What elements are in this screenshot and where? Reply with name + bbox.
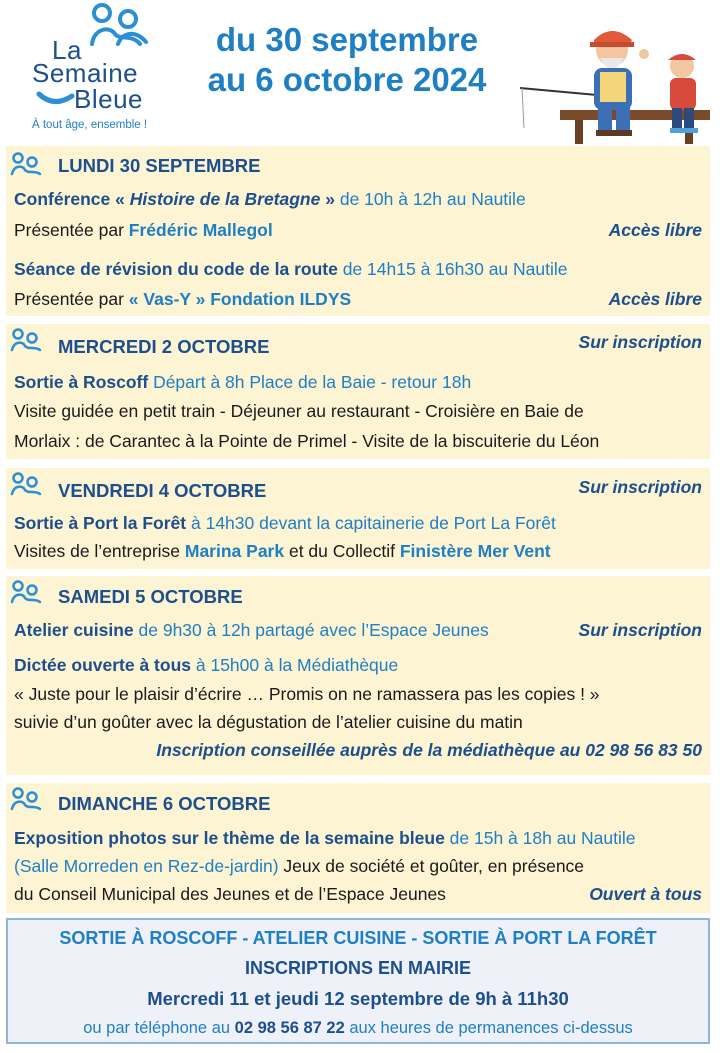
registration-badge: Sur inscription bbox=[578, 620, 702, 640]
event-details: Départ à 8h Place de la Baie - retour 18h bbox=[148, 372, 472, 392]
event-description-line: du Conseil Municipal des Jeunes et de l’Espace Jeunes bbox=[14, 884, 446, 904]
registration-badge: Sur inscription bbox=[578, 477, 702, 497]
event-code-route bbox=[14, 259, 702, 280]
event-description: Jeux de société et goûter, en présence bbox=[278, 856, 585, 876]
day-title: LUNDI 30 SEPTEMBRE bbox=[58, 155, 261, 176]
section-samedi bbox=[6, 576, 710, 775]
event-description-line: Morlaix : de Carantec à la Pointe de Primel - Visite de la biscuiterie du Léon bbox=[14, 431, 600, 451]
event-details: de 14h15 à 16h30 au Nautile bbox=[337, 259, 568, 279]
presented-by-label: Présentée par bbox=[14, 289, 129, 309]
event-details: à 15h00 à la Médiathèque bbox=[191, 655, 399, 675]
smile-logo-icon bbox=[36, 90, 76, 108]
event-title: Atelier cuisine bbox=[14, 620, 134, 640]
day-title: VENDREDI 4 OCTOBRE bbox=[58, 480, 267, 501]
event-port-la-foret bbox=[14, 513, 702, 534]
access-badge: Accès libre bbox=[608, 220, 702, 240]
event-exposition bbox=[14, 828, 702, 849]
day-title: DIMANCHE 6 OCTOBRE bbox=[58, 793, 271, 814]
visits-text: Visites de l’entreprise bbox=[14, 541, 185, 561]
event-title: Conférence « bbox=[14, 189, 130, 209]
people-icon bbox=[10, 152, 44, 176]
event-details: de 15h à 18h au Nautile bbox=[444, 828, 636, 848]
dates-line-2: au 6 octobre 2024 bbox=[207, 61, 487, 98]
event-title: Sortie à Port la Forêt bbox=[14, 513, 187, 533]
event-roscoff bbox=[14, 372, 702, 393]
event-title: Dictée ouverte à tous bbox=[14, 655, 191, 675]
day-title: SAMEDI 5 OCTOBRE bbox=[58, 586, 243, 607]
people-logo-icon bbox=[88, 2, 152, 48]
event-description-line: suivie d’un goûter avec la dégustation de l’atelier cuisine du matin bbox=[14, 712, 523, 732]
event-details: de 9h30 à 12h partagé avec l’Espace Jeunes bbox=[133, 620, 489, 640]
event-description-line: Visite guidée en petit train - Déjeuner au restaurant - Croisière en Baie de bbox=[14, 401, 584, 421]
event-dates bbox=[182, 20, 512, 100]
footer-registrations: INSCRIPTIONS EN MAIRIE bbox=[244, 958, 472, 978]
section-lundi bbox=[6, 146, 710, 316]
event-title-end: » bbox=[320, 189, 335, 209]
presenter-name: « Vas-Y » Fondation ILDYS bbox=[128, 289, 352, 309]
footer-outings: SORTIE À ROSCOFF - ATELIER CUISINE - SORTIE À PORT LA FORÊT bbox=[59, 928, 657, 948]
footer-phone-line bbox=[8, 1019, 708, 1038]
event-dictee bbox=[14, 655, 702, 676]
event-title-italic: Histoire de la Bretagne bbox=[129, 189, 321, 209]
phone-suffix: aux heures de permanences ci-dessus bbox=[344, 1019, 633, 1037]
semaine-bleue-logo bbox=[30, 0, 180, 140]
fishing-grandpa-illustration bbox=[520, 10, 715, 145]
people-icon bbox=[10, 328, 44, 352]
event-details: à 14h30 devant la capitainerie de Port La Forêt bbox=[186, 513, 556, 533]
company-name: Marina Park bbox=[184, 541, 285, 561]
footer-dates: Mercredi 11 et jeudi 12 septembre de 9h à 11h30 bbox=[147, 988, 569, 1009]
event-quote: « Juste pour le plaisir d’écrire … Promis on ne ramassera pas les copies ! » bbox=[14, 684, 600, 704]
event-presenter-row bbox=[14, 289, 702, 310]
logo-text-la: La bbox=[52, 35, 82, 65]
presenter-name: Frédéric Mallegol bbox=[128, 220, 273, 240]
event-title: Séance de révision du code de la route bbox=[14, 259, 338, 279]
event-presenter-row bbox=[14, 220, 702, 241]
day-title: MERCREDI 2 OCTOBRE bbox=[58, 336, 270, 357]
collective-name: Finistère Mer Vent bbox=[399, 541, 551, 561]
section-dimanche bbox=[6, 783, 710, 913]
section-vendredi bbox=[6, 468, 710, 569]
event-location: (Salle Morreden en Rez-de-jardin) bbox=[14, 856, 279, 876]
event-details: de 10h à 12h au Nautile bbox=[334, 189, 526, 209]
logo-tagline: À tout âge, ensemble ! bbox=[32, 119, 148, 131]
presented-by-label: Présentée par bbox=[14, 220, 129, 240]
event-location-line bbox=[14, 856, 702, 877]
event-title: Exposition photos sur le thème de la semaine bleue bbox=[14, 828, 445, 848]
header bbox=[0, 0, 720, 142]
people-icon bbox=[10, 472, 44, 496]
registration-footer bbox=[6, 918, 710, 1044]
event-visits bbox=[14, 541, 702, 562]
dates-line-1: du 30 septembre bbox=[215, 21, 479, 58]
people-icon bbox=[10, 787, 44, 811]
event-conference bbox=[14, 189, 702, 210]
logo-text-bleue: Bleue bbox=[74, 84, 143, 114]
access-badge: Ouvert à tous bbox=[589, 884, 702, 904]
logo-text-semaine: Semaine bbox=[32, 58, 139, 88]
registration-note: Inscription conseillée auprès de la médiathèque au 02 98 56 83 50 bbox=[156, 740, 702, 760]
phone-number: 02 98 56 87 22 bbox=[234, 1019, 345, 1037]
section-mercredi bbox=[6, 324, 710, 459]
visits-text: et du Collectif bbox=[284, 541, 400, 561]
registration-badge: Sur inscription bbox=[578, 332, 702, 352]
event-title: Sortie à Roscoff bbox=[14, 372, 149, 392]
people-icon bbox=[10, 580, 44, 604]
access-badge: Accès libre bbox=[608, 289, 702, 309]
phone-prefix: ou par téléphone au bbox=[83, 1019, 235, 1037]
